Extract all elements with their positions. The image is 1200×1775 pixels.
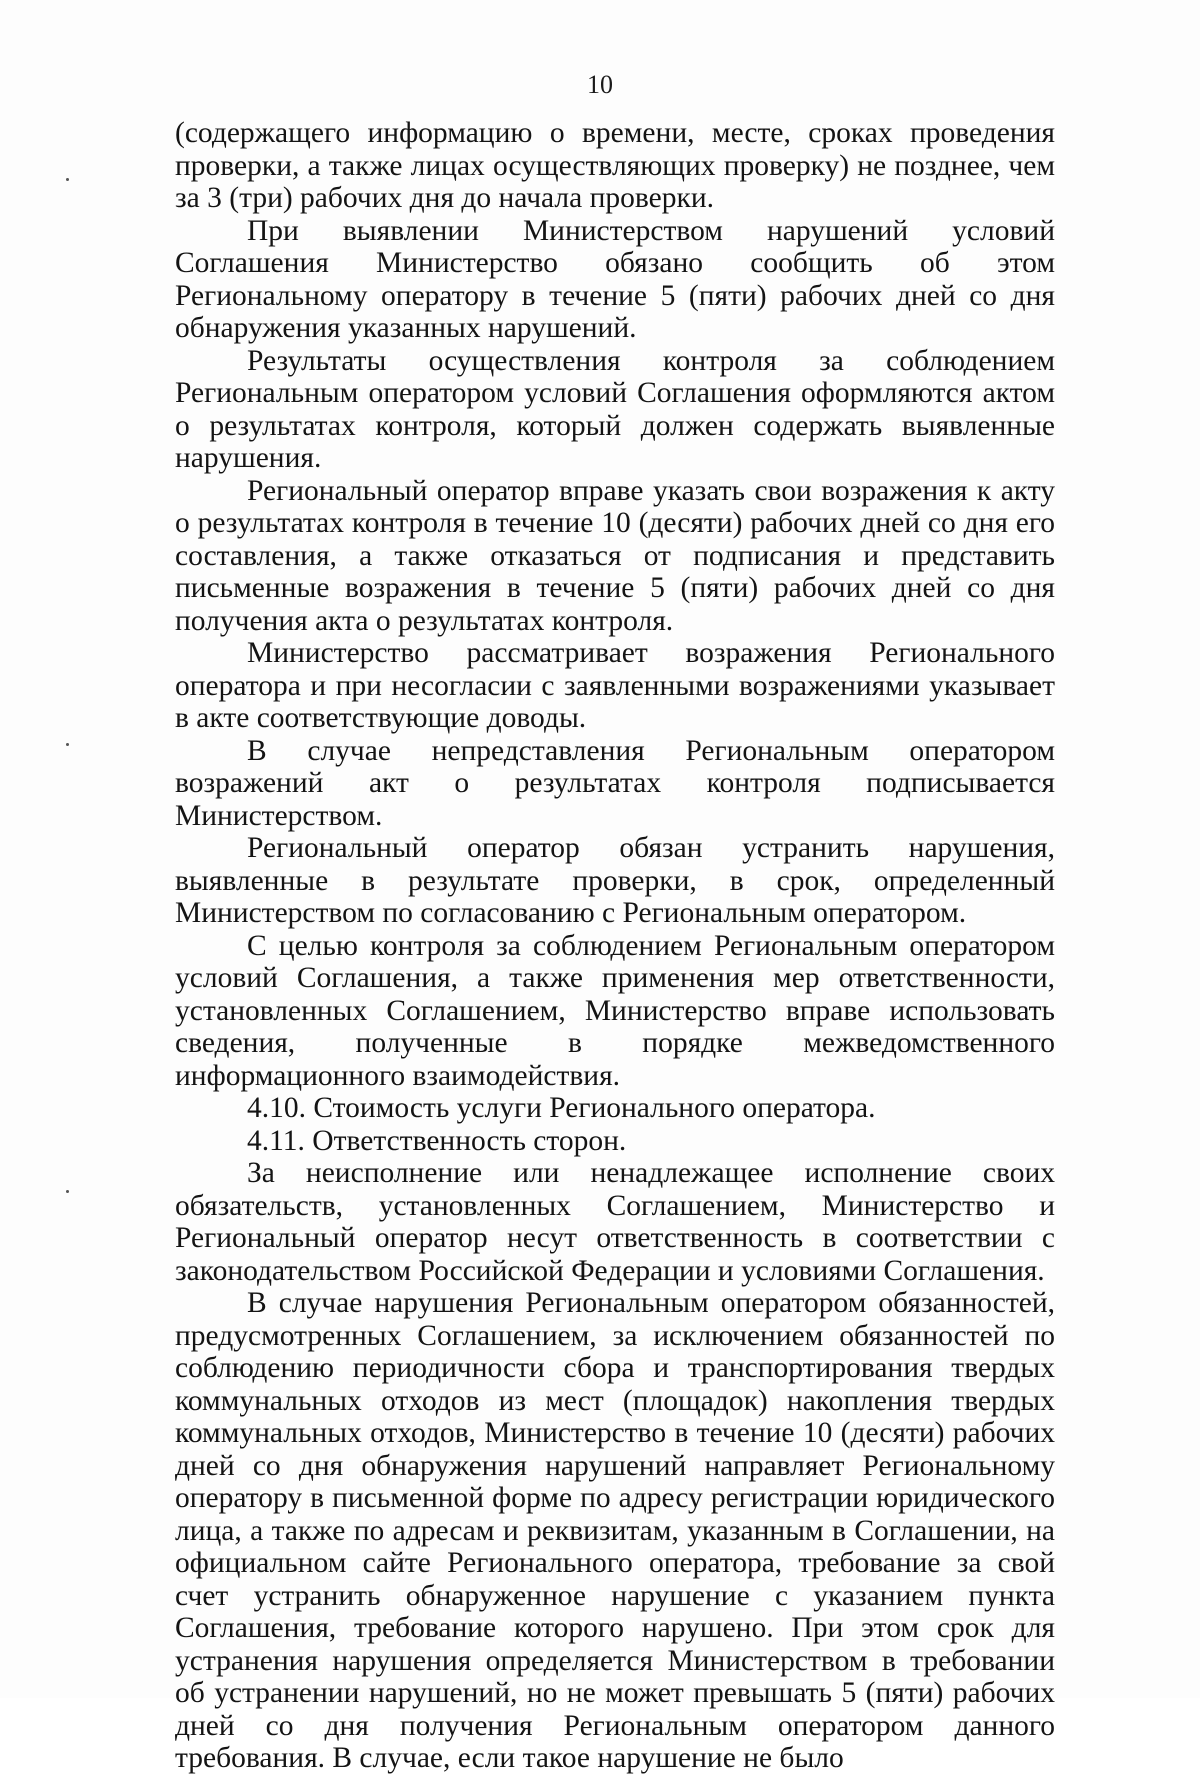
paragraph: Региональный оператор обязан устранить нарушения, выявленные в результате проверки, в срок, определенный Министерством по согласованию с Региональным оператором. <box>175 832 1055 929</box>
paragraph: (содержащего информацию о времени, месте, сроках проведения проверки, а также лицах осуществляющих проверку) не позднее, чем за 3 (три) рабочих дня до начала проверки. <box>175 117 1055 214</box>
paragraph: Региональный оператор вправе указать свои возражения к акту о результатах контроля в течение 10 (десяти) рабочих дней со дня его составления, а также отказаться от подписания и представить письменные возражения в течение 5 (пяти) рабочих дней со дня получения акта о результатах контроля. <box>175 474 1055 637</box>
section-heading: 4.11. Ответственность сторон. <box>247 1124 627 1157</box>
paragraph: Результаты осуществления контроля за соблюдением Региональным оператором условий Соглашения оформляются актом о результатах контроля, который должен содержать выявленные нарушения. <box>175 344 1055 474</box>
document-body <box>175 117 1055 1775</box>
scan-speck <box>66 743 69 746</box>
paragraph: За неисполнение или ненадлежащее исполнение своих обязательств, установленных Соглашением, Министерство и Региональный оператор несут ответственность в соответствии с законодательством Российской Федерации и условиями Соглашения. <box>175 1157 1055 1287</box>
paragraph: При выявлении Министерством нарушений условий Соглашения Министерство обязано сообщить об этом Региональному оператору в течение 5 (пяти) рабочих дней со дня обнаружения указанных нарушений. <box>175 214 1055 344</box>
paragraph: С целью контроля за соблюдением Региональным оператором условий Соглашения, а также применения мер ответственности, установленных Соглашением, Министерство вправе использовать сведения, полученные в порядке межведомственного информационного взаимодействия. <box>175 929 1055 1092</box>
scan-speck <box>66 1190 69 1193</box>
section-heading: 4.10. Стоимость услуги Регионального оператора. <box>247 1092 876 1124</box>
page-number: 10 <box>587 70 613 99</box>
scan-speck <box>66 178 69 181</box>
paragraph: В случае нарушения Региональным оператором обязанностей, предусмотренных Соглашением, за исключением обязанностей по соблюдению периодичности сбора и транспортирования твердых коммунальных отходов из мест (площадок) накопления твердых коммунальных отходов, Министерство в течение 10 (десяти) рабочих дней со дня обнаружения нарушений направляет Региональному оператору в письменной форме по адресу регистрации юридического лица, а также по адресам и реквизитам, указанным в Соглашении, на официальном сайте Регионального оператора, требование за свой счет устранить обнаруженное нарушение с указанием пункта Соглашения, требование которого нарушено. При этом срок для устранения нарушения определяется Министерством в требовании об устранении нарушений, но не может превышать 5 (пяти) рабочих дней со дня получения Региональным оператором данного требования. В случае, если такое нарушение не было <box>175 1287 1055 1774</box>
paragraph: В случае непредставления Региональным оператором возражений акт о результатах контроля подписывается Министерством. <box>175 734 1055 832</box>
paragraph: Министерство рассматривает возражения Регионального оператора и при несогласии с заявленными возражениями указывает в акте соответствующие доводы. <box>175 637 1055 734</box>
